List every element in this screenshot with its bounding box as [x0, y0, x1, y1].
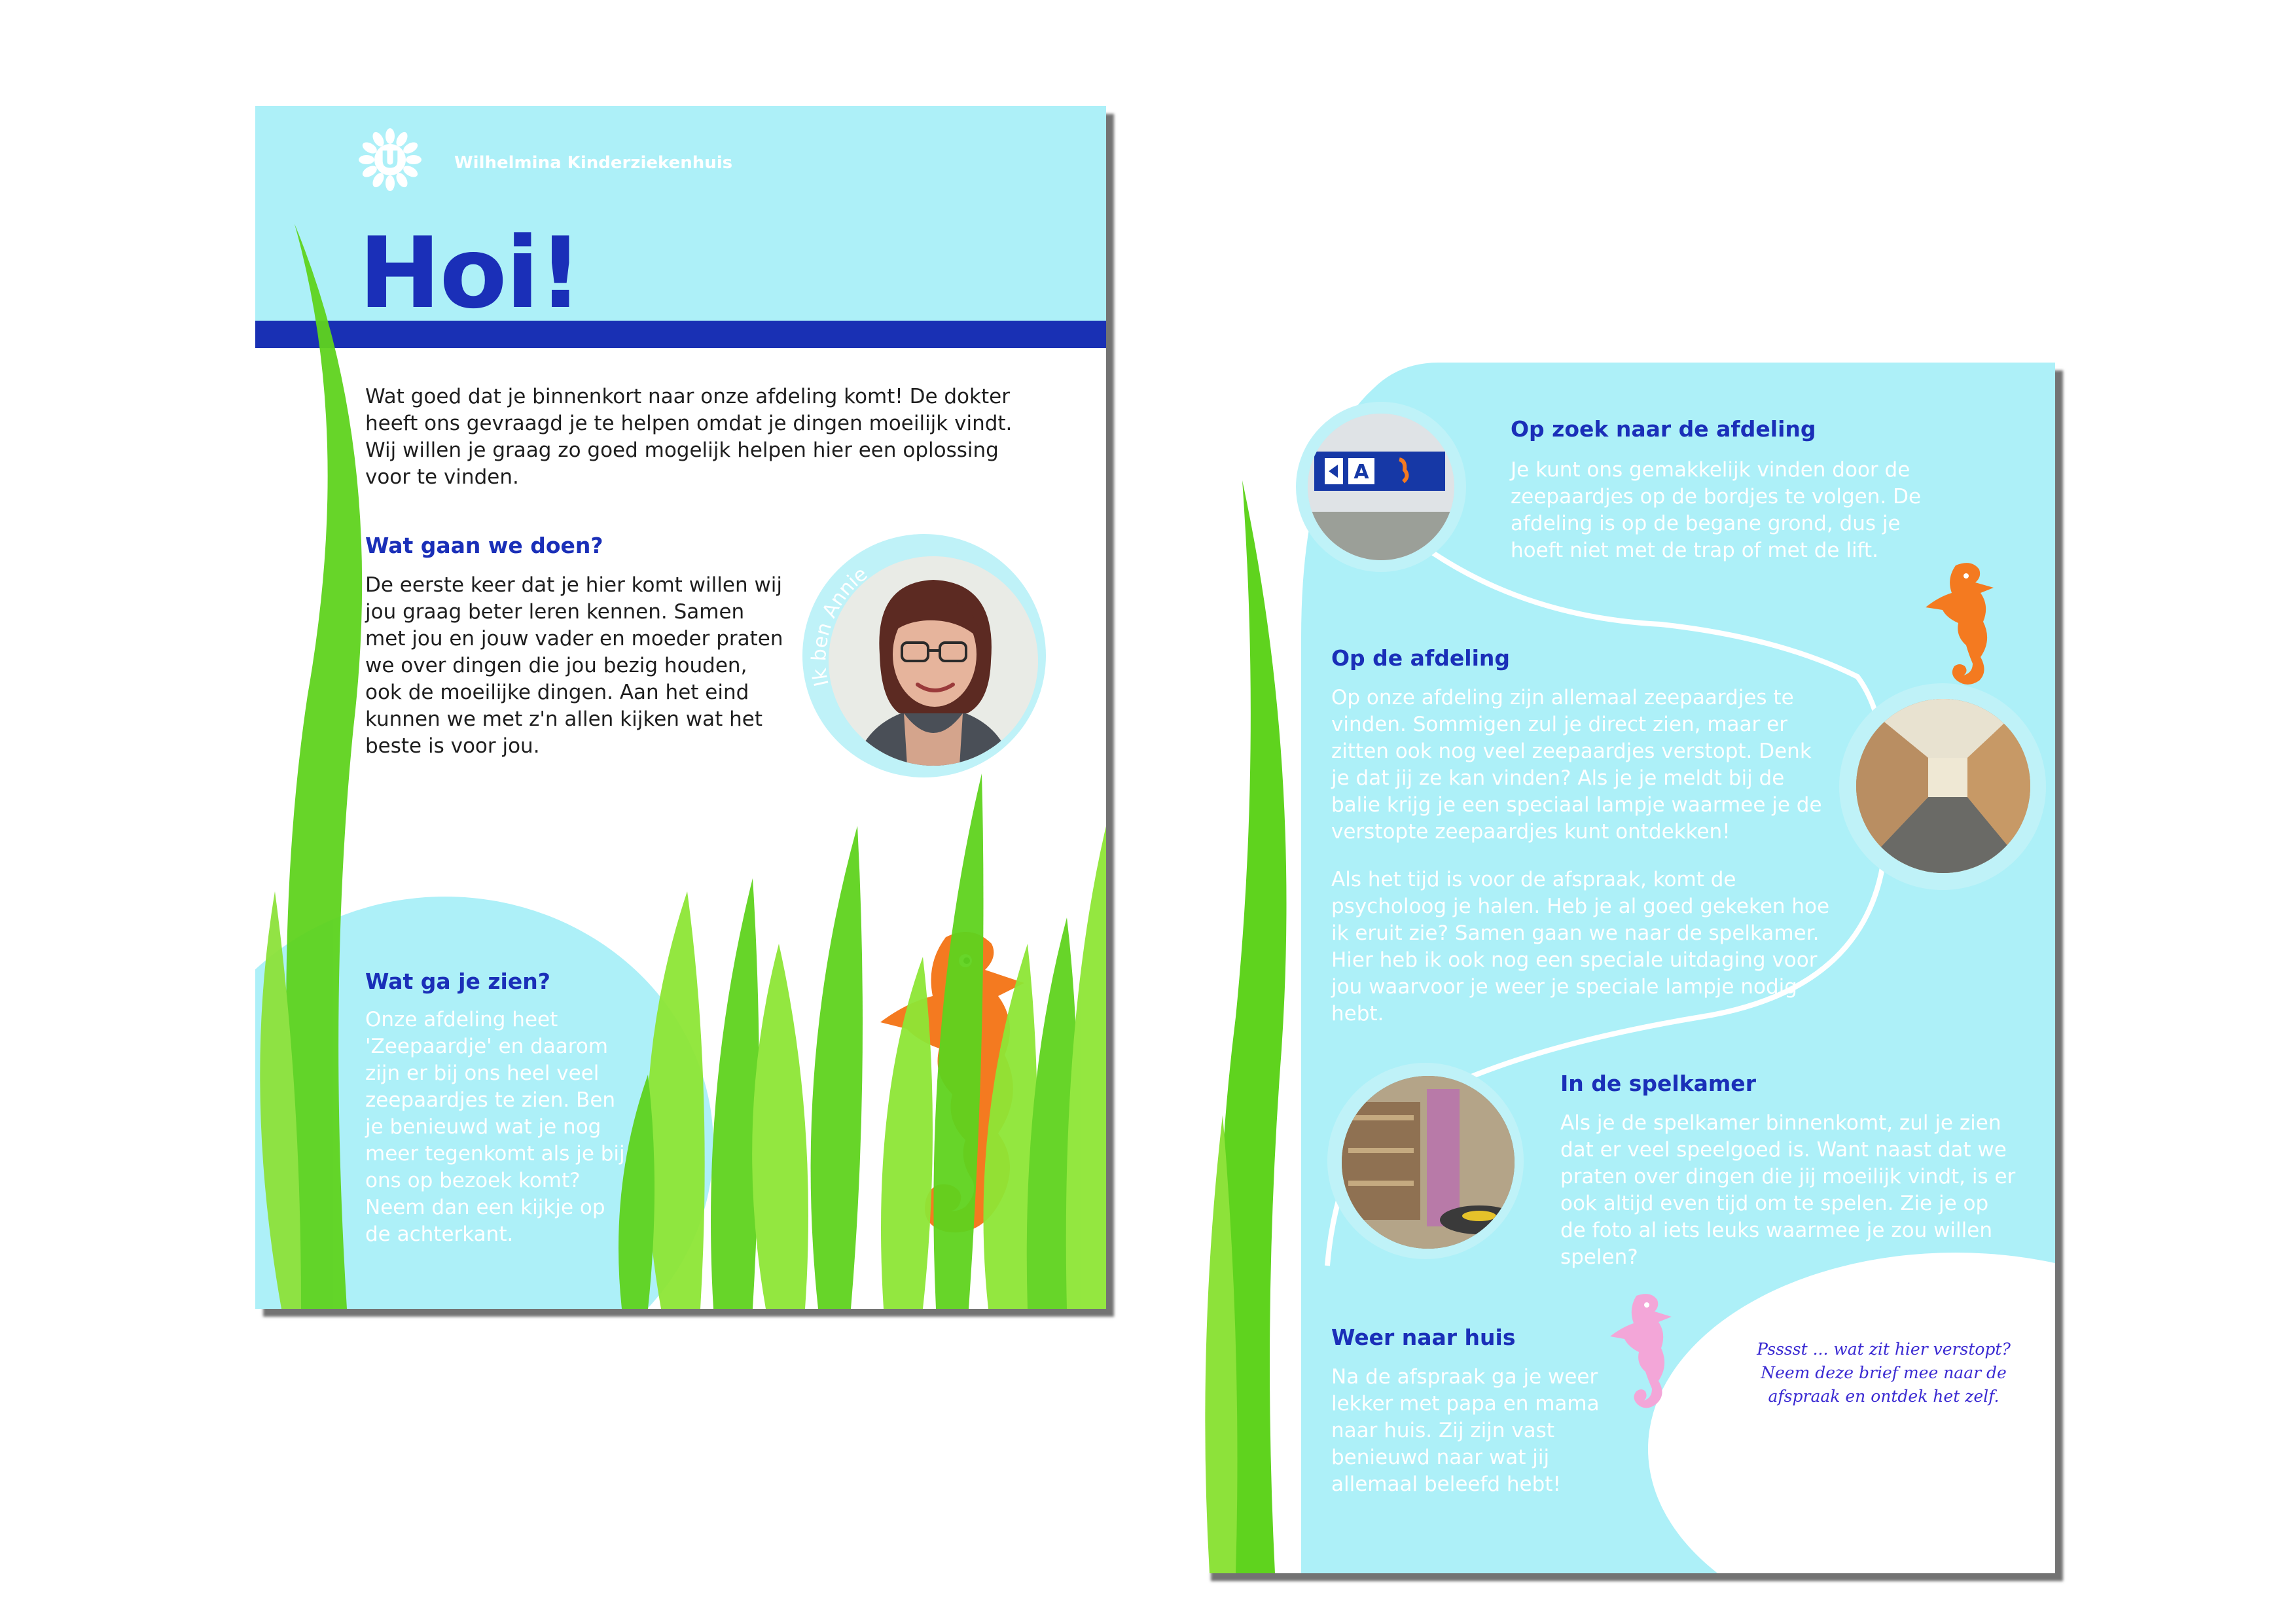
section-text: De eerste keer dat je hier komt willen wij jou graag beter leren kennen. Samen met jou en jouw vader en moeder praten we over dingen die jou bezig houden, ook de moeilijke dingen. Aan het eind kunnen we met z'n allen kijken wat het beste is voor jou.: [365, 573, 783, 758]
svg-text:Ik ben Annie: Ik ben Annie: [808, 562, 872, 688]
back-page: [1203, 363, 2055, 1573]
intro-text: Wat goed dat je binnenkort naar onze afdeling komt! De dokter heeft ons gevraagd je te helpen omdat je dingen moeilijk vindt. Wij willen je graag zo goed mogelijk helpen hier een oplossing voor te vinden.: [365, 385, 1013, 489]
logo-letter: U: [380, 147, 400, 173]
front-page: [255, 106, 1106, 1309]
seaweed-decoration: [255, 106, 1106, 1309]
section-text: Je kunt ons gemakkelijk vinden door de zeepaardjes op de bordjes te volgen. De afdeling is op de begane grond, dus je hoeft niet met de trap of met de lift.: [1511, 458, 1922, 562]
section-title: Op de afdeling: [1331, 645, 1511, 671]
page-title: Hoi!: [359, 217, 582, 330]
section-text: Als je de spelkamer binnenkomt, zul je zien dat er veel speelgoed is. Want naast dat we praten over dingen die jij moeilijk vindt, is er ook altijd even tijd om te spelen. Zie je op de foto al iets leuks waarmee je zou willen spelen?: [1560, 1111, 2016, 1269]
secret-message: Psssst ... wat zit hier verstopt? Neem deze brief mee naar de afspraak en ontdek het zelf.: [1757, 1340, 2011, 1406]
section-title: Wat ga je zien?: [365, 969, 550, 994]
org-name: Wilhelmina Kinderziekenhuis: [454, 153, 733, 173]
section-text: Onze afdeling heet 'Zeepaardje' en daarom zijn er bij ons heel veel zeepaardjes te zien. Ben je benieuwd wat je nog meer tegenkomt als je bij ons op bezoek komt? Neem dan een kijkje op de achterkant.: [365, 1008, 625, 1246]
seaweed-decoration: [1203, 363, 2055, 1573]
section-text: Op onze afdeling zijn allemaal zeepaardjes te vinden. Sommigen zul je direct zien, maar er zitten ook nog veel zeepaardjes verstopt. Denk je dat jij ze kan vinden? Als je je meldt bij de balie krijg je een speciaal lampje waarmee je de verstopte zeepaardjes kunt ontdekken!: [1331, 686, 1822, 844]
section-title: Weer naar huis: [1331, 1325, 1516, 1350]
section-text-continued: Als het tijd is voor de afspraak, komt de psycholoog je halen. Heb je al goed gekeken hoe ik eruit zie? Samen gaan we naar de spelkamer. Hier heb ik ook nog een speciale uitdaging voor jou waarvoor je weer je speciale lampje nodig hebt.: [1331, 868, 1830, 1026]
section-text: Na de afspraak ga je weer lekker met papa en mama naar huis. Zij zijn vast benieuwd naar wat jij allemaal beleefd hebt!: [1331, 1365, 1600, 1496]
sign-letter: A: [1354, 461, 1369, 484]
section-title: In de spelkamer: [1560, 1071, 1756, 1096]
section-title: Wat gaan we doen?: [365, 533, 603, 558]
section-title: Op zoek naar de afdeling: [1511, 416, 1816, 442]
